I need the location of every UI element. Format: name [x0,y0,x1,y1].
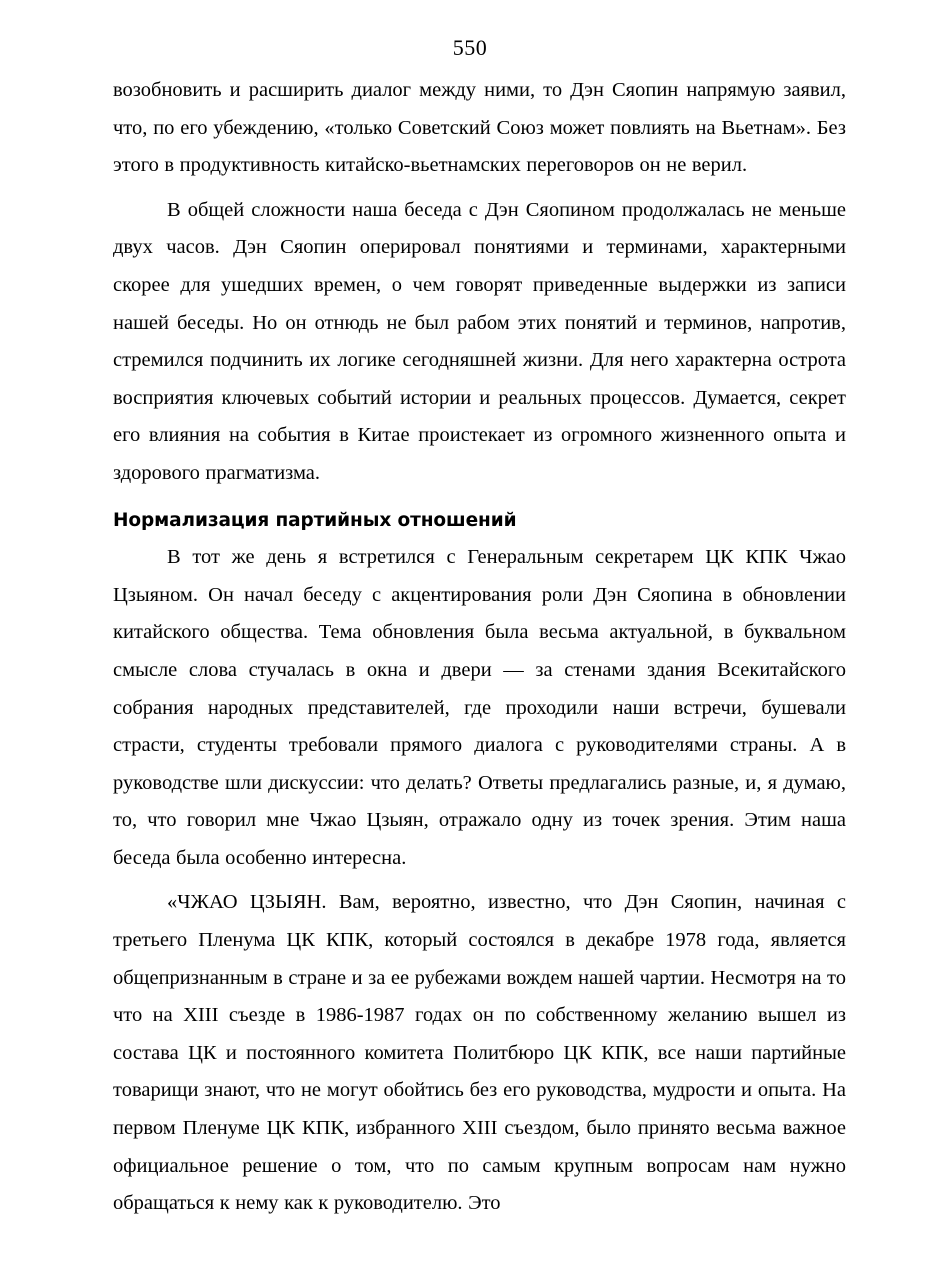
paragraph: В тот же день я встретился с Генеральным секретарем ЦК КПК Чжао Цзыяном. Он начал беседу с акцентирования роли Дэн Сяопина в обновлении китайского общества. Тема обновления была весьма актуальной, в буквальном смысле слова стучалась в окна и двери — за стенами здания Всекитайского собрания народных представителей, где проходили наши встречи, бушевали страсти, студенты требовали прямого диалога с руководителями страны. А в руководстве шли дискуссии: что делать? Ответы предлагались разные, и, я думаю, то, что говорил мне Чжао Цзыян, отражало одну из точек зрения. Этим наша беседа была особенно интересна. [113,546,846,869]
paragraph-spacer [113,877,846,884]
paragraph: возобновить и расширить диалог между ними, то Дэн Сяопин напрямую заявил, что, по его убеждению, «только Советский Союз может повлиять на Вьетнам». Без этого в продуктивность китайско-вьетнамских переговоров он не верил. [113,79,846,177]
body-text-block [113,72,846,1223]
paragraph-spacer [113,185,846,192]
heading-spacer [113,493,846,502]
paragraph: «ЧЖАО ЦЗЫЯН. Вам, вероятно, известно, что Дэн Сяопин, начиная с третьего Пленума ЦК КПК, который состоялся в декабре 1978 года, является общепризнанным в стране и за ее рубежами вождем нашей чартии. Несмотря на то что на XIII съезде в 1986-1987 годах он по собственному желанию вышел из состава ЦК и постоянного комитета Политбюро ЦК КПК, все наши партийные товарищи знают, что не могут обойтись без его руководства, мудрости и опыта. На первом Пленуме ЦК КПК, избранного XIII съездом, было принято весьма важное официальное решение о том, что по самым крупным вопросам нам нужно обращаться к нему как к руководителю. Это [113,891,846,1215]
page-number: 550 [452,35,488,60]
paragraph: В общей сложности наша беседа с Дэн Сяопином продолжалась не меньше двух часов. Дэн Сяопин оперировал понятиями и терминами, характерными скорее для ушедших времен, о чем говорят приведенные выдержки из записи нашей беседы. Но он отнюдь не был рабом этих понятий и терминов, напротив, стремился подчинить их логике сегодняшней жизни. Для него характерна острота восприятия ключевых событий истории и реальных процессов. Думается, секрет его влияния на события в Китае проистекает из огромного жизненного опыта и здорового прагматизма. [113,198,846,484]
section-heading: Нормализация партийных отношений [113,509,517,531]
